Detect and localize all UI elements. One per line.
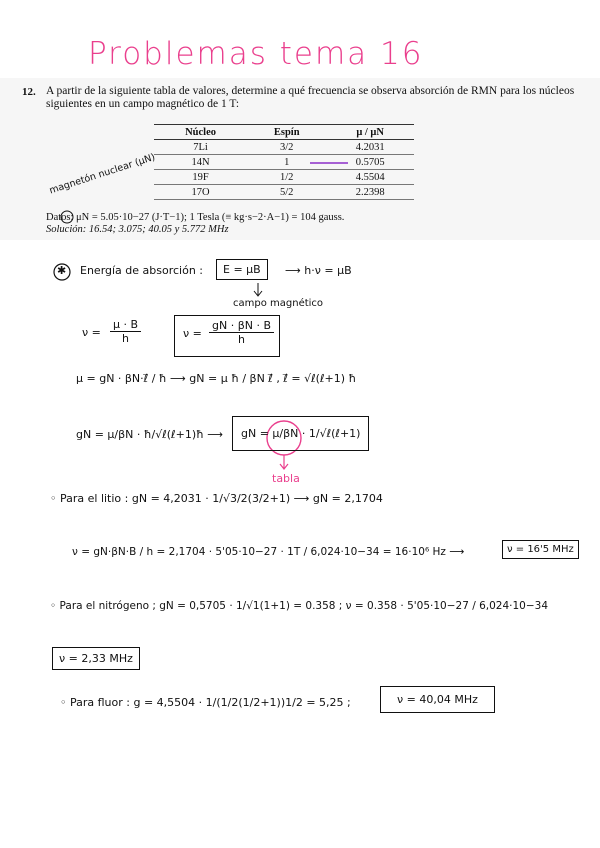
litio-gn: ◦ Para el litio : gN = 4,2031 · 1/√3/2(3/2+1) ⟶ gN = 2,1704 — [50, 492, 383, 505]
cell-mu: 0.5705 — [355, 156, 385, 168]
problem-number: 12. — [22, 86, 36, 98]
nitrogen-gn: ◦ Para el nitrógeno ; gN = 0,5705 · 1/√1(1+1) = 0.358 ; ν = 0.358 · 5'05·10−27 / 6,024·10−34 — [50, 600, 549, 612]
litio-result-box: ν = 16'5 MHz — [502, 540, 579, 559]
nu-fraction — [110, 318, 141, 345]
nu-lhs: ν = — [82, 326, 101, 339]
problem-statement: A partir de la siguiente tabla de valores, determine a qué frecuencia se observa absorción de RMN para los núcleos siguientes en un campo magnético de 1 T: — [46, 85, 575, 110]
fluor-gn: ◦ Para fluor : g = 4,5504 · 1/(1/2(1/2+1))1/2 = 5,25 ; — [60, 696, 351, 709]
absorption-result: ⟶ h·ν = μB — [285, 264, 352, 277]
litio-frequency: ν = gN·βN·B / h = 2,1704 · 5'05·10−27 · 1T / 6,024·10−34 = 16·10⁶ Hz ⟶ — [72, 546, 465, 558]
absorption-formula-box: E = μB — [216, 259, 268, 280]
datos-line: Datos: μN = 5.05·10−27 (J·T−1); 1 Tesla (≡ kg·s−2·A−1) = 104 gauss. — [46, 212, 345, 223]
page-title: Problemas tema 16 — [88, 36, 424, 72]
absorption-label: Energía de absorción : — [80, 264, 204, 277]
mu-relation: μ = gN · βN·ℓ⃗ / ħ ⟶ gN = μ ħ / βN ℓ⃗ , ℓ⃗ = √ℓ(ℓ+1) ħ — [76, 372, 357, 385]
solution-line: Solución: 16.54; 3.075; 40.05 y 5.772 MHz — [46, 224, 229, 235]
asterisk-mark: ✱ — [57, 264, 67, 277]
nu-numerator: μ · B — [110, 318, 141, 332]
cell-nucleus: 17O — [191, 186, 210, 198]
fluor-result-box: ν = 40,04 MHz — [380, 686, 495, 713]
cell-nucleus: 14N — [191, 156, 210, 168]
cell-spin: 5/2 — [280, 186, 294, 198]
campo-label: campo magnético — [233, 298, 324, 309]
cell-mu: 4.5504 — [355, 171, 385, 183]
gn-formula-box: gN = μ/βN · 1/√ℓ(ℓ+1) — [232, 416, 369, 451]
mun-circle — [61, 211, 73, 223]
nu-denominator: h — [122, 332, 130, 345]
col-header-espin: Espín — [273, 126, 300, 138]
cell-mu: 4.2031 — [355, 141, 385, 153]
nitrogen-result-box: ν = 2,33 MHz — [52, 647, 140, 670]
col-header-mu: μ / μN — [356, 126, 384, 138]
tabla-label: tabla — [272, 472, 300, 485]
cell-nucleus: 19F — [192, 171, 209, 183]
margin-note: magnetón nuclear (μN) — [48, 151, 157, 197]
cell-spin: 1/2 — [280, 171, 294, 183]
nu-box-denominator: h — [238, 333, 245, 346]
cell-spin: 1 — [284, 156, 290, 168]
nu-box-numerator: gN · βN · B — [209, 319, 274, 333]
cell-mu: 2.2398 — [355, 186, 385, 198]
cell-nucleus: 7Li — [193, 141, 208, 153]
nu-box: ν = $\frac{gN \cdot \beta N \cdot B}{h}$ — [174, 315, 280, 357]
col-header-nucleo: Núcleo — [185, 126, 217, 138]
gn-derivation: gN = μ/βN · ħ/√ℓ(ℓ+1)ħ ⟶ — [76, 428, 224, 441]
cell-spin: 3/2 — [280, 141, 294, 153]
